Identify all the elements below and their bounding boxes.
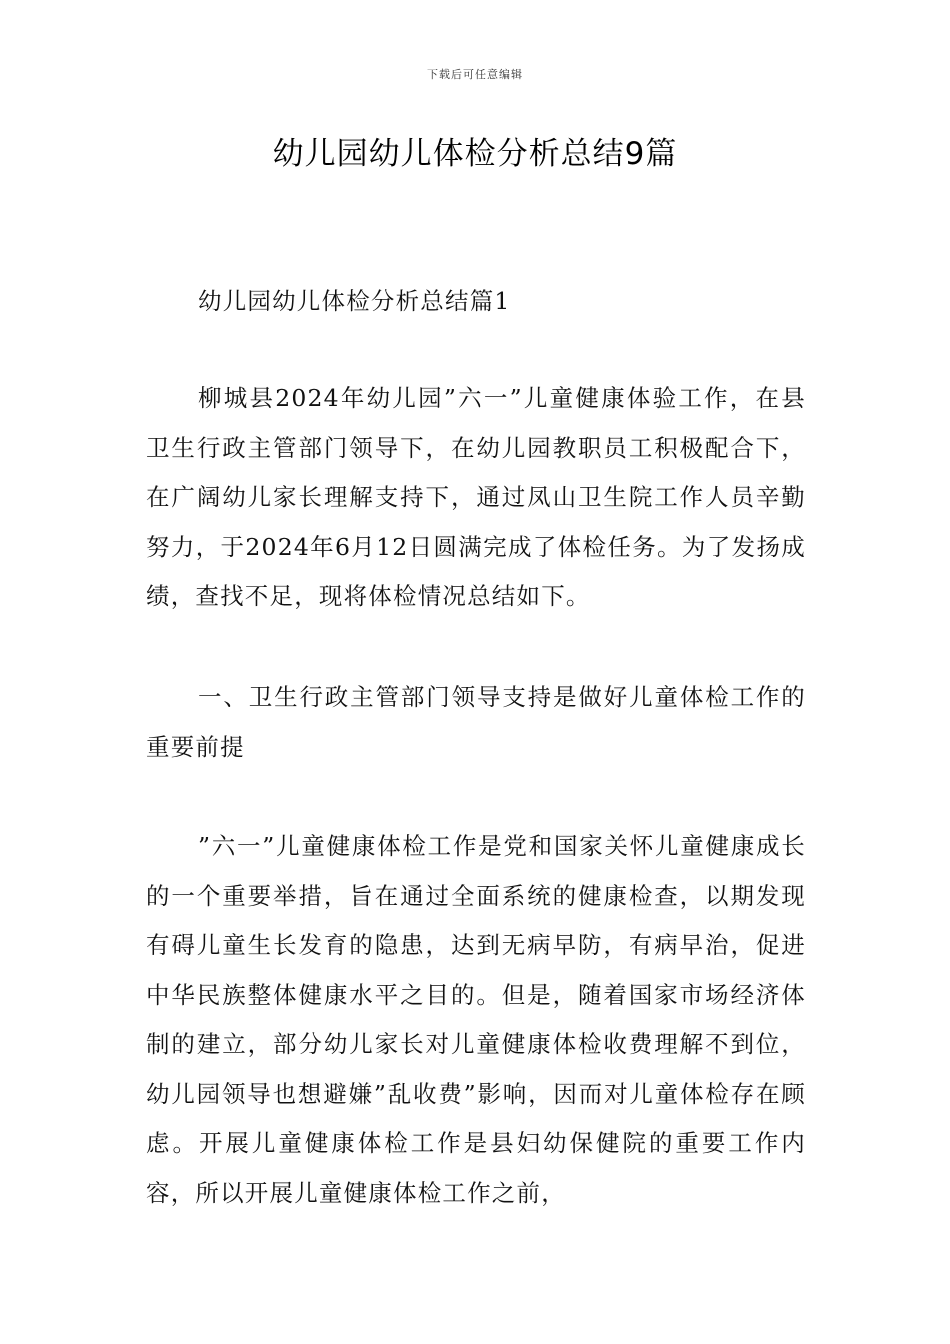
paragraph-body: ”六一”儿童健康体检工作是党和国家关怀儿童健康成长的一个重要举措，旨在通过全面系统的健康检查，以期发现有碍儿童生长发育的隐患，达到无病早防，有病早治，促进中华民族整体健康水平之目的。但是，随着国家市场经济体制的建立，部分幼儿家长对儿童健康体检收费理解不到位，幼儿园领导也想避嫌”乱收费”影响，因而对儿童体检存在顾虑。开展儿童健康体检工作是县妇幼保健院的重要工作内容，所以开展儿童健康体检工作之前， [146, 832, 806, 1207]
section-heading: 幼儿园幼儿体检分析总结篇1 [198, 287, 511, 315]
paragraph-intro: 柳城县2024年幼儿园”六一”儿童健康体验工作，在县卫生行政主管部门领导下，在幼儿园教职员工积极配合下，在广阔幼儿家长理解支持下，通过凤山卫生院工作人员辛勤努力，于2024年6月12日圆满完成了体检任务。为了发扬成绩，查找不足，现将体检情况总结如下。 [146, 384, 806, 610]
page-header-note: 下载后可任意编辑 [427, 68, 523, 81]
document-title: 幼儿园幼儿体检分析总结9篇 [272, 136, 678, 172]
subsection-heading: 一、卫生行政主管部门领导支持是做好儿童体检工作的重要前提 [146, 683, 806, 761]
